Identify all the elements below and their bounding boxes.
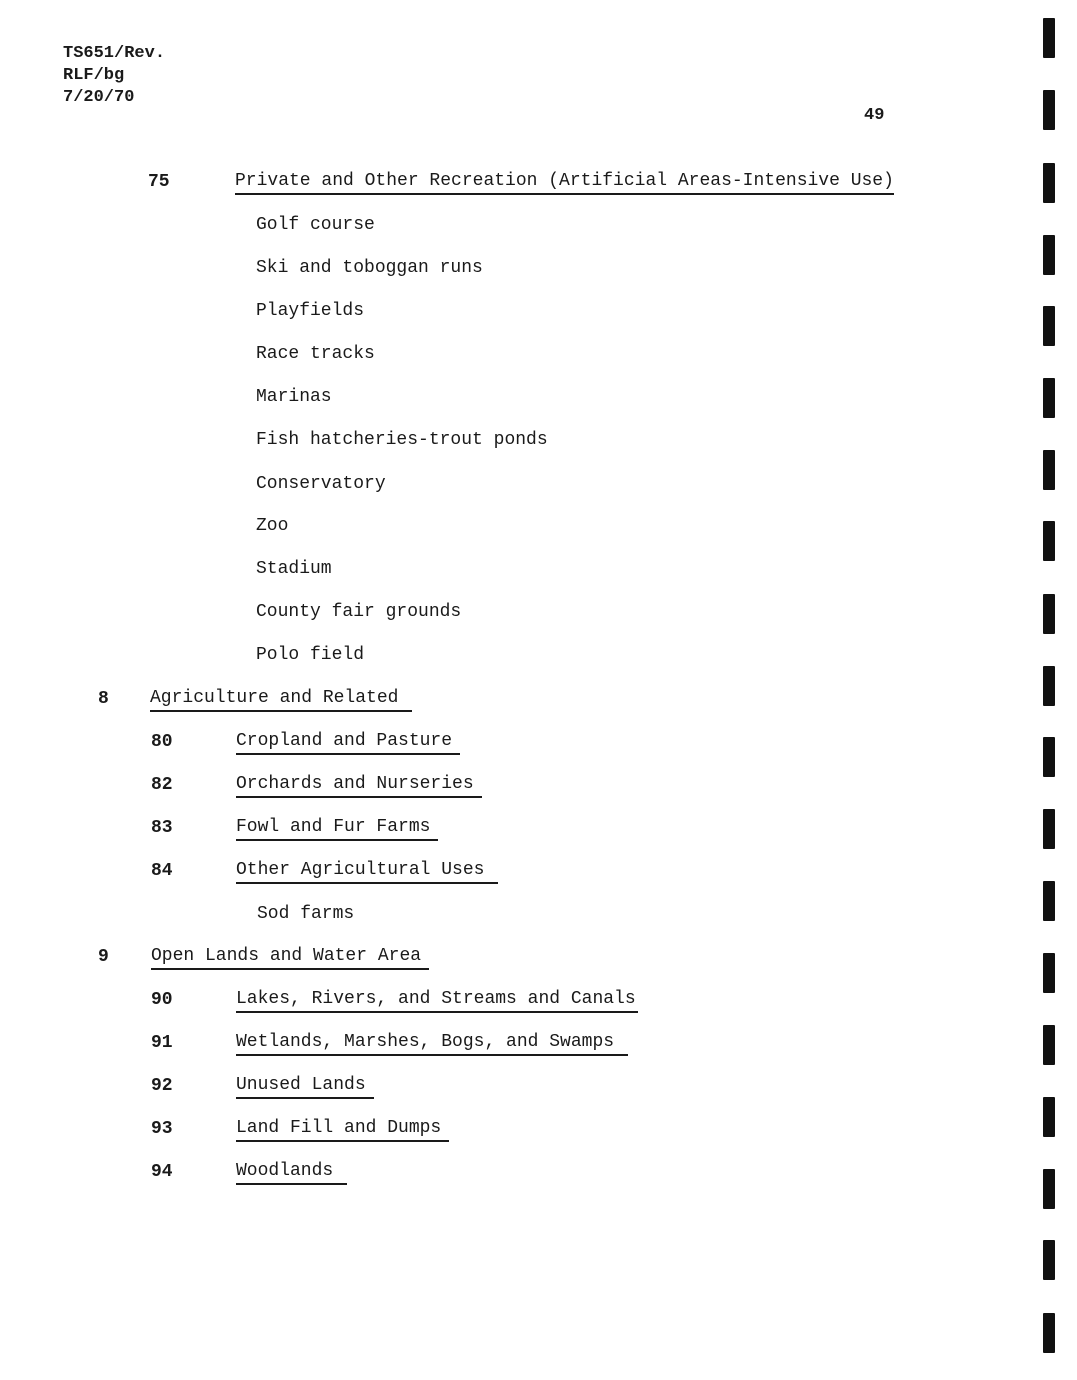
list-item: Marinas xyxy=(256,387,332,407)
binding-mark xyxy=(1043,881,1055,921)
section-title: Agriculture and Related xyxy=(150,687,412,712)
document-date: 7/20/70 xyxy=(63,88,135,107)
binding-mark xyxy=(1043,90,1055,130)
list-item: Fish hatcheries-trout ponds xyxy=(256,430,548,450)
binding-mark xyxy=(1043,378,1055,418)
binding-mark xyxy=(1043,306,1055,346)
section-title: Unused Lands xyxy=(236,1074,374,1099)
section-code: 91 xyxy=(151,1033,173,1053)
section-code: 94 xyxy=(151,1162,173,1182)
binding-mark xyxy=(1043,953,1055,993)
section-code: 83 xyxy=(151,818,173,838)
binding-mark xyxy=(1043,18,1055,58)
binding-mark xyxy=(1043,666,1055,706)
page-number: 49 xyxy=(864,106,885,125)
list-item: County fair grounds xyxy=(256,602,462,622)
section-code: 84 xyxy=(151,861,173,881)
section-title: Other Agricultural Uses xyxy=(236,859,498,884)
list-item: Golf course xyxy=(256,215,375,235)
section-title: Lakes, Rivers, and Streams and Canals xyxy=(236,988,638,1013)
list-item: Sod farms xyxy=(257,904,355,924)
list-item: Zoo xyxy=(256,516,289,536)
section-title: Private and Other Recreation (Artificial Areas-Intensive Use) xyxy=(235,170,894,195)
binding-mark xyxy=(1043,521,1055,561)
section-title: Open Lands and Water Area xyxy=(151,945,429,970)
binding-mark xyxy=(1043,450,1055,490)
binding-mark xyxy=(1043,809,1055,849)
section-code: 93 xyxy=(151,1119,173,1139)
section-title: Land Fill and Dumps xyxy=(236,1117,449,1142)
binding-mark xyxy=(1043,1240,1055,1280)
section-code: 9 xyxy=(98,947,109,967)
section-code: 82 xyxy=(151,775,173,795)
document-id: TS651/Rev. xyxy=(63,44,166,63)
section-title: Fowl and Fur Farms xyxy=(236,816,438,841)
list-item: Conservatory xyxy=(256,474,386,494)
section-code: 8 xyxy=(98,689,109,709)
list-item: Race tracks xyxy=(256,344,375,364)
section-title: Woodlands xyxy=(236,1160,347,1185)
section-title: Cropland and Pasture xyxy=(236,730,460,755)
binding-mark xyxy=(1043,737,1055,777)
binding-mark xyxy=(1043,1097,1055,1137)
binding-mark xyxy=(1043,1025,1055,1065)
section-title: Orchards and Nurseries xyxy=(236,773,482,798)
section-code: 92 xyxy=(151,1076,173,1096)
section-code: 75 xyxy=(148,172,170,192)
section-title: Wetlands, Marshes, Bogs, and Swamps xyxy=(236,1031,628,1056)
section-code: 90 xyxy=(151,990,173,1010)
binding-mark xyxy=(1043,1169,1055,1209)
list-item: Polo field xyxy=(256,645,365,665)
binding-mark xyxy=(1043,1313,1055,1353)
binding-mark xyxy=(1043,594,1055,634)
list-item: Playfields xyxy=(256,301,365,321)
binding-mark xyxy=(1043,235,1055,275)
list-item: Ski and toboggan runs xyxy=(256,258,483,278)
section-code: 80 xyxy=(151,732,173,752)
binding-mark xyxy=(1043,163,1055,203)
author-initials: RLF/bg xyxy=(63,66,125,85)
list-item: Stadium xyxy=(256,559,332,579)
